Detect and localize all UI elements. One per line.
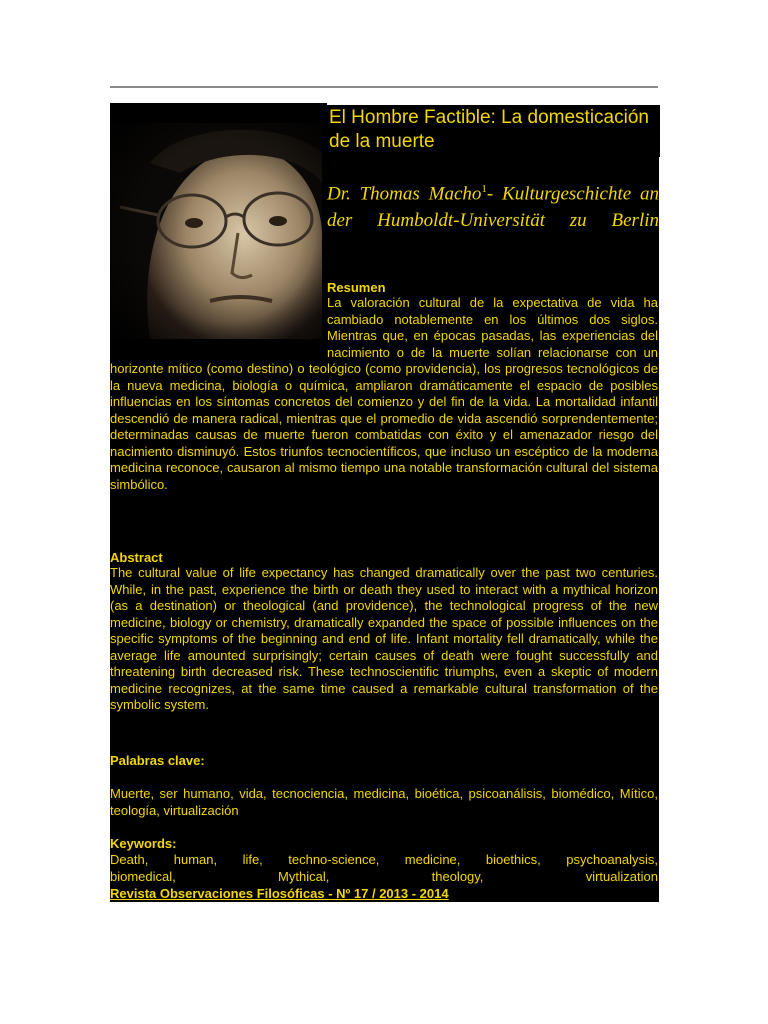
article-title: El Hombre Factible: La domesticación de la muerte xyxy=(329,107,649,152)
abstract-heading: Abstract xyxy=(110,550,163,565)
keywords-line-2 xyxy=(110,869,658,886)
author-name: Dr. Thomas Macho xyxy=(327,183,482,205)
resumen-text: La valoración cultural de la expectativa de vida ha cambiado notablemente en los últimos dos siglos. Mientras que, en épocas pasadas, las experiencias del nacimiento o de la muerte solían relacionarse con un horizonte mítico (como destino) o teológico (como providencia), los progresos tecnológicos de la nueva medicina, biología o química, ampliaron dramáticamente el espacio de posibles influencias en los síntomas concretos del comienzo y del fin de la vida. La mortalidad infantil descendió de manera radical, mientras que el promedio de vida ascendió sorprendentemente; determinadas causas de muerte fueron combatidas con éxito y el amenazador riesgo del nacimiento disminuyó. Estos triunfos tecnocientíficos, que incluso un escéptico de la moderna medicina reconoce, causaron al mismo tiempo una notable transformación cultural del sistema simbólico. xyxy=(110,295,658,492)
author-affiliation: - Kulturgeschichte an der Humboldt-Universität zu Berlin xyxy=(327,183,660,232)
abstract-text: The cultural value of life expectancy has changed dramatically over the past two centuries. While, in the past, experience the birth or death they used to interact with a mythical horizon (as a destination) or theological (and providence), the technological progress of the new medicine, biology or chemistry, dramatically expanded the space of possible influences on the specific symptoms of the beginning and end of life. Infant mortality fell dramatically, while the average life amounted surprisingly; certain causes of death were fought successfully and threatening birth decreased risk. These technoscientific triumphs, even a skeptic of modern medicine recognizes, at the same time caused a remarkable cultural transformation of the symbolic system. xyxy=(110,565,658,712)
keyword-item: virtualization xyxy=(585,868,658,884)
keywords-line-1: Death, human, life, techno-science, medicine, bioethics, psychoanalysis, xyxy=(110,852,658,867)
palabras-clave-text: Muerte, ser humano, vida, tecnociencia, medicina, bioética, psicoanálisis, biomédico, Mítico, teología, virtualización xyxy=(110,786,658,818)
journal-link[interactable]: Revista Observaciones Filosóficas - Nº 17 / 2013 - 2014 xyxy=(110,886,449,901)
author-line xyxy=(327,176,659,234)
palabras-clave-heading: Palabras clave: xyxy=(110,753,205,768)
resumen-heading: Resumen xyxy=(327,280,386,295)
resumen-float-spacer xyxy=(110,280,327,354)
top-divider xyxy=(110,86,658,88)
keywords-text xyxy=(110,852,658,885)
footnote-ref: 1 xyxy=(481,183,487,195)
keyword-item: theology, xyxy=(431,868,484,884)
keyword-item: Mythical, xyxy=(278,868,330,884)
keyword-item: biomedical, xyxy=(110,868,176,884)
resumen-section xyxy=(110,280,658,493)
abstract-section xyxy=(110,550,658,714)
keywords-heading: Keywords: xyxy=(110,836,177,851)
article-panel xyxy=(110,103,659,902)
